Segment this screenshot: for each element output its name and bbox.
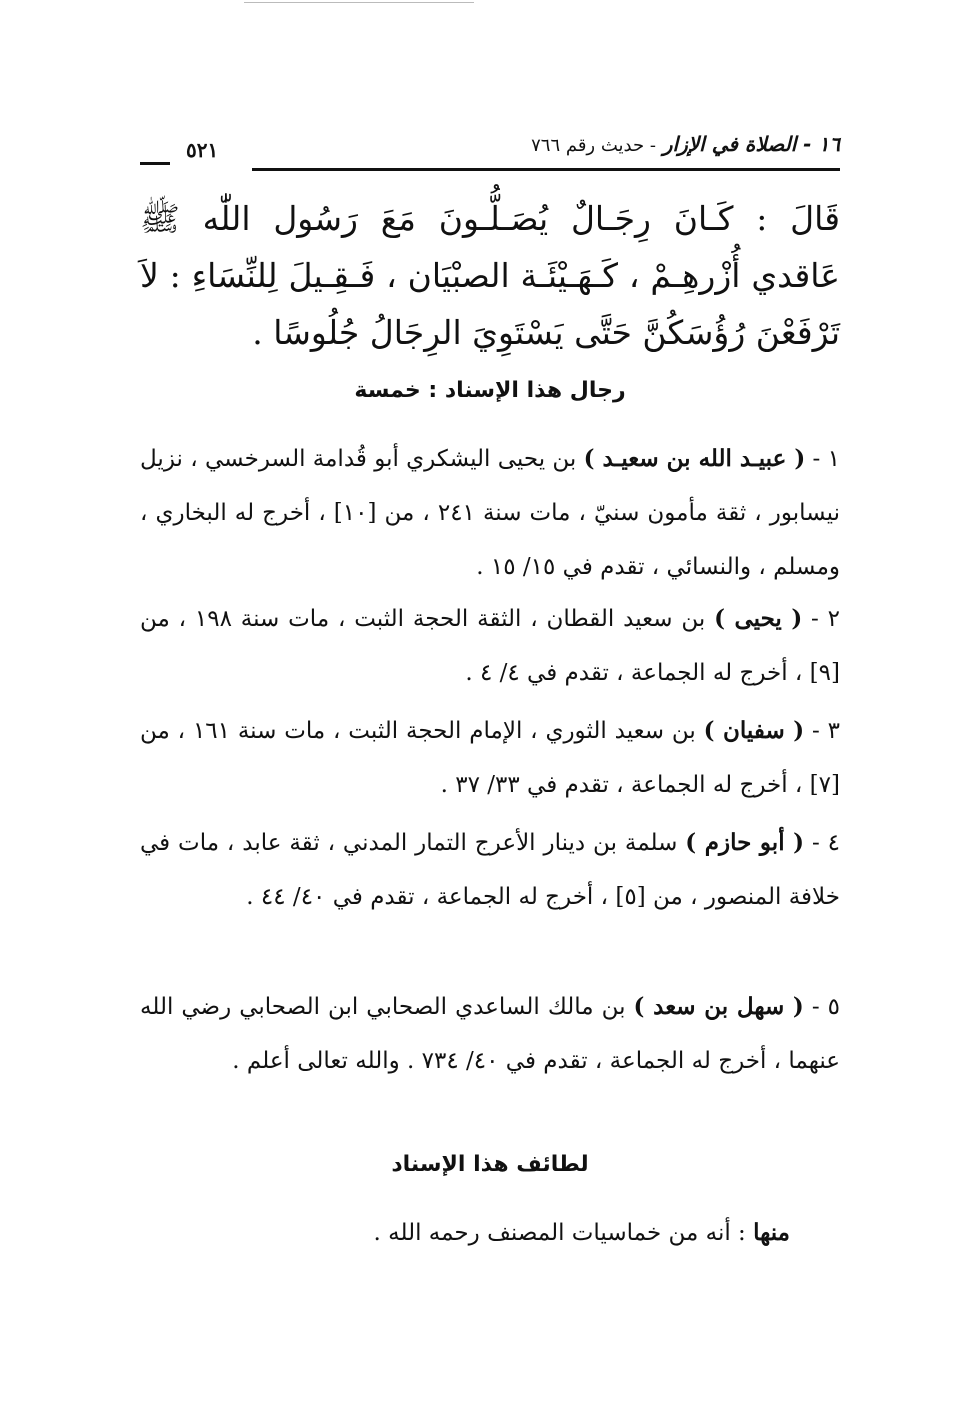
narrator-entry-2	[140, 592, 840, 700]
narrator-number: ٥ -	[803, 994, 840, 1020]
narrator-details: بن سعيد الثوري ، الإمام الحجة الثبت ، مات سنة ١٦١ ، من [٧] ، أخرج له الجماعة ، تقدم في ٣٣/ ٣٧ .	[140, 718, 840, 798]
page-number: ٥٢١	[186, 138, 219, 162]
narrator-name: ( سهل بن سعد )	[633, 993, 804, 1020]
header-rule	[252, 168, 840, 171]
narrator-entry-1	[140, 432, 840, 594]
narrator-number: ٢ -	[802, 606, 841, 632]
narrator-entry-5	[140, 980, 840, 1088]
running-header	[140, 128, 840, 174]
narrator-details: بن مالك الساعدي الصحابي ابن الصحابي رضي الله عنهما ، أخرج له الجماعة ، تقدم في ٤٠/ ٧٣٤ . والله تعالى أعلم .	[140, 994, 840, 1074]
narrator-entry-3	[140, 704, 840, 812]
top-edge-line	[244, 2, 474, 3]
narrator-details: بن يحيى اليشكري أبو قُدامة السرخسي ، نزيل نيسابور ، ثقة مأمون سنيّ ، مات سنة ٢٤١ ، من [١٠] ، أخرج له البخاري ، ومسلم ، والنسائي ، تقدم في ١٥/ ١٥ .	[140, 446, 840, 580]
narrator-name: ( يحيى )	[714, 605, 803, 632]
hadith-reference: - حديث رقم ٧٦٦	[531, 135, 656, 156]
narrator-details: بن سعيد القطان ، الثقة الحجة الثبت ، مات سنة ١٩٨ ، من [٩] ، أخرج له الجماعة ، تقدم في ٤/ ٤ .	[140, 606, 840, 686]
page-number-dash	[140, 162, 170, 165]
chapter-title: ١٦ - الصلاة في الإزار	[662, 132, 840, 156]
subtlety-entry	[140, 1206, 790, 1260]
hadith-text: قَالَ : كَـانَ رِجَـالٌ يُصَـلُّـونَ مَعَ رَسُول اللّٰه ﷺ عَاقدي أُزْرهِـمْ ، كَـهَـيْئَـة الصبْيَان ، فَـقِـيلَ لِلنِّسَاءِ : لاَ تَرْفَعْنَ رُؤُسَكُنَّ حَتَّى يَسْتَوِيَ الرِجَالُ جُلُوسًا .	[140, 199, 840, 352]
subtlety-label: منها	[753, 1219, 790, 1246]
header-title	[531, 132, 840, 156]
narrator-number: ١ -	[805, 446, 840, 472]
narrator-entry-4	[140, 816, 840, 924]
narrator-details: سلمة بن دينار الأعرج التمار المدني ، ثقة عابد ، مات في خلافة المنصور ، من [٥] ، أخرج له الجماعة ، تقدم في ٤٠/ ٤٤ .	[140, 830, 840, 910]
narrator-number: ٤ -	[804, 830, 840, 856]
narrator-name: ( عبيـد الله بن سعيـد )	[583, 445, 806, 472]
subtlety-text: : أنه من خماسيات المصنف رحمه الله .	[373, 1220, 754, 1246]
narrator-name: ( سفيان )	[703, 717, 805, 744]
narrator-number: ٣ -	[804, 718, 840, 744]
narrator-name: ( أبو حازم )	[685, 829, 805, 856]
subtleties-heading: لطائف هذا الإسناد	[391, 1152, 589, 1177]
narrators-heading: رجال هذا الإسناد : خمسة	[354, 378, 626, 403]
